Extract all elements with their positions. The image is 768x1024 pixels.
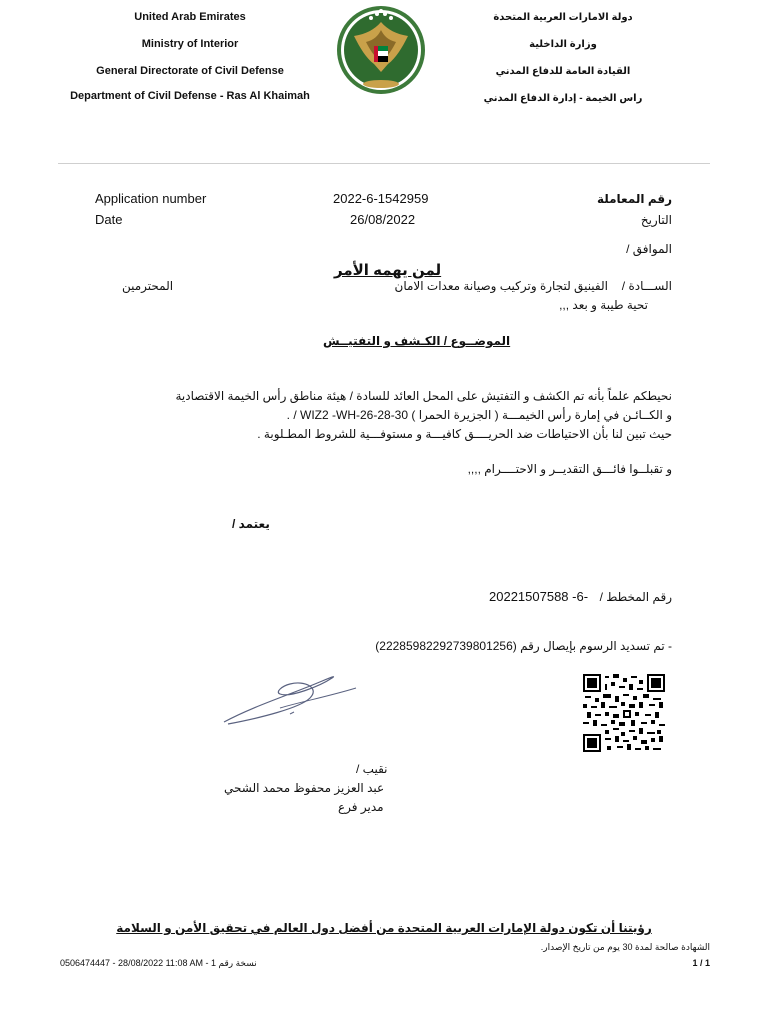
- ministry-ar: وزارة الداخلية: [529, 39, 597, 50]
- country-ar: دولة الامارات العربية المتحدة: [493, 12, 633, 23]
- plan-number-value: 20221507588 -6-: [489, 589, 589, 604]
- addressee-name: الفينيق لتجارة وتركيب وصيانة معدات الامان: [394, 279, 608, 293]
- approval-label: يعتمد /: [232, 517, 270, 531]
- directorate-en: General Directorate of Civil Defense: [96, 65, 284, 77]
- date-label: Date: [95, 212, 123, 227]
- header-english: [70, 4, 310, 107]
- respected-label: المحترمين: [122, 279, 174, 293]
- body-line-2: و الكــائـن في إمارة رأس الخيمـــة ( الجزيرة الحمرا ) WIZ2 -WH-26-28-30 / .: [286, 408, 672, 422]
- qr-code: [583, 674, 665, 752]
- signatory-rank: نقيب /: [356, 762, 388, 776]
- signature-image: [220, 668, 360, 728]
- greeting: تحية طيبة و بعد ,,,: [559, 298, 648, 312]
- signatory-name: عبد العزيز محفوظ محمد الشحي: [224, 781, 385, 795]
- application-number-label: Application number: [95, 191, 207, 206]
- header-arabic: [448, 4, 678, 112]
- validity-note: الشهادة صالحة لمدة 30 يوم من تاريخ الإصدار.: [540, 942, 710, 952]
- subject-line: الموضــوع / الكـشف و التفتيــش: [323, 334, 511, 348]
- corresponding-date-label: الموافق /: [626, 242, 672, 256]
- date-value: 26/08/2022: [350, 212, 416, 227]
- department-en: Department of Civil Defense - Ras Al Khaimah: [70, 90, 310, 102]
- addressee-label: الســـادة /: [621, 279, 672, 293]
- signatory-role: مدير فرع: [338, 800, 384, 814]
- directorate-ar: القيادة العامة للدفاع المدني: [495, 66, 631, 77]
- closing-line: و تقبلــوا فائـــق التقديــر و الاحتــــرام ,,,,: [467, 462, 672, 476]
- body-line-1: نحيطكم علماً بأنه تم الكشف و التفتيش على المحل العائد للسادة / هيئة مناطق رأس الخيمة الاقتصادية: [175, 389, 672, 403]
- header-divider: [58, 163, 710, 164]
- application-number-value: 2022-6-1542959: [333, 191, 429, 206]
- date-label-ar: التاريخ: [640, 213, 672, 227]
- page-number: 1 / 1: [692, 958, 710, 968]
- fees-receipt-text: - تم تسديد الرسوم بإيصال رقم (22285982292739801256): [375, 639, 672, 653]
- plan-number-label: رقم المخطط /: [599, 590, 672, 604]
- country-en: United Arab Emirates: [134, 11, 246, 23]
- uae-emblem-logo: [336, 0, 426, 100]
- department-ar: راس الخيمة - إدارة الدفاع المدني: [483, 93, 643, 104]
- ministry-en: Ministry of Interior: [141, 38, 239, 50]
- to-whom-it-may-concern: لمن يهمه الأمر: [334, 262, 442, 279]
- vision-statement: رؤيتنا أن تكون دولة الإمارات العربية المتحدة من أفضل دول العالم في تحقيق الأمن و السلامة: [116, 921, 652, 935]
- body-line-3: حيث تبين لنا بأن الاحتياطات ضد الحريــــق كافيـــة و مستوفـــية للشروط المطـلوبة .: [257, 427, 672, 441]
- footer-print-info: 0506474447 - 28/08/2022 11:08 AM - نسخة رقم 1: [60, 958, 257, 968]
- application-number-label-ar: رقم المعاملة: [596, 192, 672, 206]
